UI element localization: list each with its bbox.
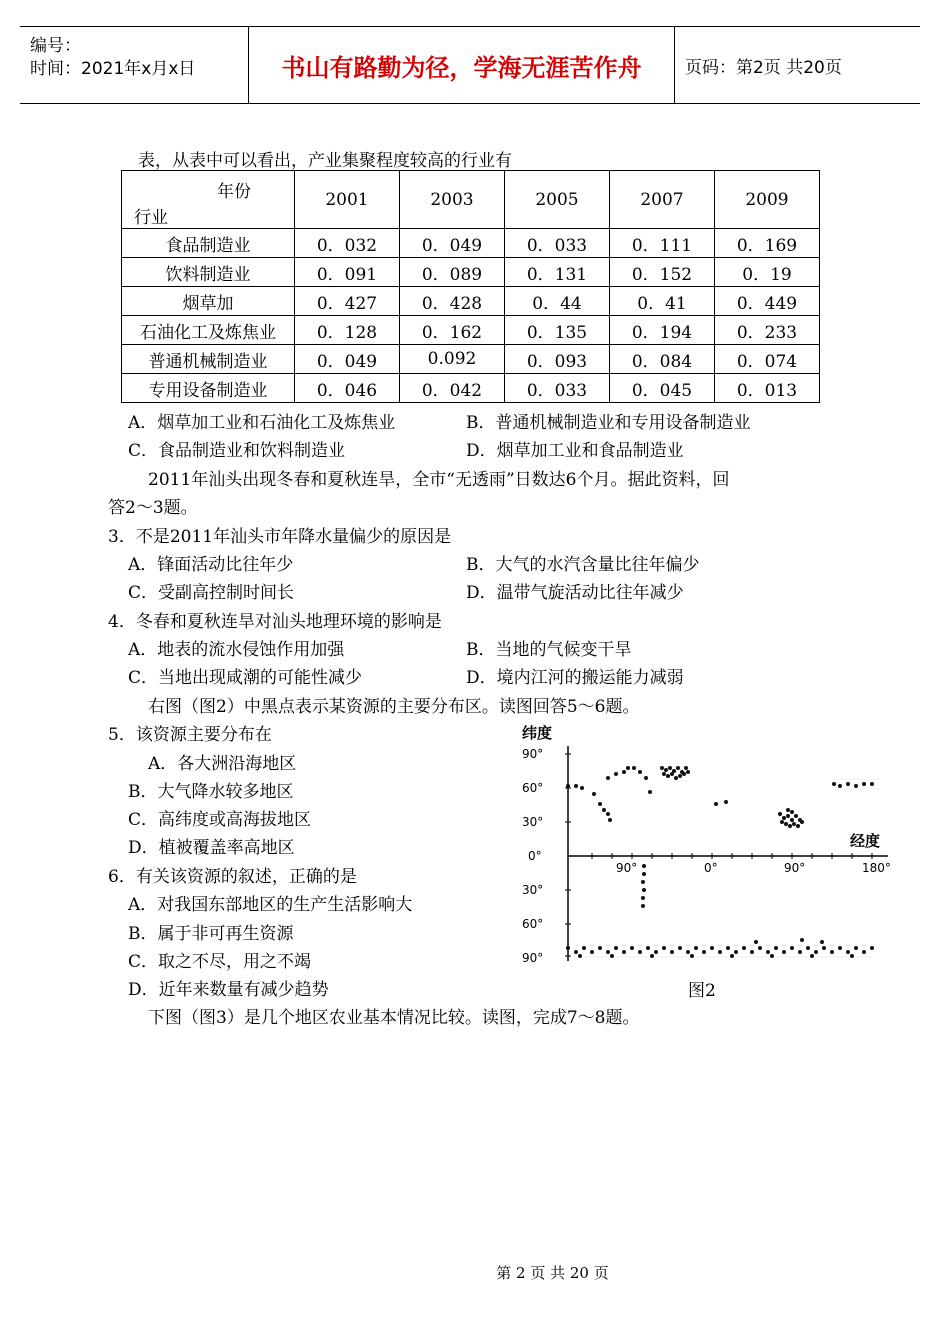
table-cell: 0．091 bbox=[295, 258, 400, 287]
table-row bbox=[122, 316, 820, 345]
q6-option-c: C．取之不尽，用之不竭 bbox=[128, 952, 312, 972]
q3-option-c: C．受副高控制时间长 bbox=[128, 583, 295, 603]
header-industry-label: 行业 bbox=[134, 208, 168, 228]
header-info bbox=[20, 27, 249, 103]
passage-drought-cont: 答2～3题。 bbox=[108, 498, 198, 518]
table-cell: 0．013 bbox=[715, 374, 820, 403]
q5-option-c: C．高纬度或高海拔地区 bbox=[128, 810, 312, 830]
y-tick-label: 0° bbox=[528, 849, 542, 863]
y-tick-label: 60° bbox=[522, 781, 544, 795]
number-label: 编号： bbox=[30, 36, 81, 56]
x-tick-label: 90° bbox=[784, 861, 806, 875]
industry-name: 专用设备制造业 bbox=[122, 374, 295, 403]
table-cell: 0．049 bbox=[295, 345, 400, 374]
q6-option-d: D．近年来数量有减少趋势 bbox=[128, 980, 329, 1000]
q6-option-a: A．对我国东部地区的生产生活影响大 bbox=[128, 895, 413, 915]
table-cell: 0．042 bbox=[400, 374, 505, 403]
table-cell: 0．41 bbox=[610, 287, 715, 316]
y-tick-label: 90° bbox=[522, 951, 544, 965]
table-cell: 0．449 bbox=[715, 287, 820, 316]
q5-option-d: D．植被覆盖率高地区 bbox=[128, 838, 295, 858]
header-year-label: 年份 bbox=[217, 182, 251, 202]
table-row bbox=[122, 229, 820, 258]
q4-option-d: D．境内江河的搬运能力减弱 bbox=[466, 668, 684, 688]
table-intro: 表，从表中可以看出，产业集聚程度较高的行业有 bbox=[138, 151, 512, 171]
q3-option-a: A．锋面活动比往年少 bbox=[128, 555, 294, 575]
table-corner-cell bbox=[122, 171, 295, 229]
table-row bbox=[122, 345, 820, 374]
year-header: 2005 bbox=[505, 171, 610, 229]
table-cell: 0．162 bbox=[400, 316, 505, 345]
q3-option-d: D．温带气旋活动比往年减少 bbox=[466, 583, 684, 603]
q5-option-a: A．各大洲沿海地区 bbox=[148, 754, 297, 774]
table-cell: 0．135 bbox=[505, 316, 610, 345]
table-row bbox=[122, 374, 820, 403]
page-footer bbox=[0, 1262, 950, 1283]
table-header-row bbox=[122, 171, 820, 229]
q5-option-b: B．大气降水较多地区 bbox=[128, 782, 294, 802]
table-cell: 0．44 bbox=[505, 287, 610, 316]
page-header bbox=[20, 26, 920, 104]
x-axis-label: 经度 bbox=[850, 832, 881, 850]
table-cell: 0．033 bbox=[505, 229, 610, 258]
table-cell: 0．046 bbox=[295, 374, 400, 403]
x-tick-label: 0° bbox=[704, 861, 718, 875]
table-cell: 0．169 bbox=[715, 229, 820, 258]
q4-option-b: B．当地的气候变干旱 bbox=[466, 640, 632, 660]
q4-option-a: A．地表的流水侵蚀作用加强 bbox=[128, 640, 345, 660]
q3-stem: 3．不是2011年汕头市年降水量偏少的原因是 bbox=[108, 527, 452, 547]
passage-figure3: 下图（图3）是几个地区农业基本情况比较。读图，完成7～8题。 bbox=[148, 1008, 640, 1028]
table-cell: 0．19 bbox=[715, 258, 820, 287]
q4-option-c: C．当地出现咸潮的可能性减少 bbox=[128, 668, 363, 688]
industry-name: 石油化工及炼焦业 bbox=[122, 316, 295, 345]
table-cell: 0．111 bbox=[610, 229, 715, 258]
table-cell: 0．427 bbox=[295, 287, 400, 316]
time-label: 时间：2021年x月x日 bbox=[30, 59, 196, 79]
footer-page-number: 第 2 页 共 20 页 bbox=[496, 1264, 609, 1282]
year-header: 2003 bbox=[400, 171, 505, 229]
q2-option-b: B．普通机械制造业和专用设备制造业 bbox=[466, 413, 751, 433]
q6-option-b: B．属于非可再生资源 bbox=[128, 924, 294, 944]
figure-2 bbox=[516, 716, 896, 976]
table-cell: 0．233 bbox=[715, 316, 820, 345]
distribution-dots bbox=[566, 766, 874, 958]
industry-name: 饮料制造业 bbox=[122, 258, 295, 287]
q4-stem: 4．冬春和夏秋连旱对汕头地理环境的影响是 bbox=[108, 612, 442, 632]
q6-stem: 6．有关该资源的叙述，正确的是 bbox=[108, 867, 357, 887]
table-cell: 0．084 bbox=[610, 345, 715, 374]
q5-stem: 5．该资源主要分布在 bbox=[108, 725, 272, 745]
table-cell: 0．089 bbox=[400, 258, 505, 287]
table-cell: 0．128 bbox=[295, 316, 400, 345]
x-tick-label: 90° bbox=[616, 861, 638, 875]
q3-option-b: B．大气的水汽含量比往年偏少 bbox=[466, 555, 700, 575]
y-tick-label: 90° bbox=[522, 747, 544, 761]
y-tick-label: 30° bbox=[522, 815, 544, 829]
x-tick-label: 180° bbox=[862, 861, 891, 875]
table-cell: 0．152 bbox=[610, 258, 715, 287]
table-row bbox=[122, 258, 820, 287]
figure-2-graphic bbox=[516, 716, 896, 976]
passage-drought: 2011年汕头出现冬春和夏秋连旱，全市“无透雨”日数达6个月。据此资料，回 bbox=[148, 470, 730, 490]
year-header: 2007 bbox=[610, 171, 715, 229]
year-header: 2009 bbox=[715, 171, 820, 229]
y-tick-label: 30° bbox=[522, 883, 544, 897]
table-cell: 0．131 bbox=[505, 258, 610, 287]
industry-name: 普通机械制造业 bbox=[122, 345, 295, 374]
industry-name: 烟草加 bbox=[122, 287, 295, 316]
table-cell: 0．194 bbox=[610, 316, 715, 345]
table-cell: 0．032 bbox=[295, 229, 400, 258]
table-cell: 0．428 bbox=[400, 287, 505, 316]
q2-option-a: A．烟草加工业和石油化工及炼焦业 bbox=[128, 413, 396, 433]
q2-option-d: D．烟草加工业和食品制造业 bbox=[466, 441, 684, 461]
table-cell: 0．045 bbox=[610, 374, 715, 403]
table-row bbox=[122, 287, 820, 316]
table-cell: 0．074 bbox=[715, 345, 820, 374]
year-header: 2001 bbox=[295, 171, 400, 229]
table-cell: 0.092 bbox=[400, 345, 505, 374]
table-cell: 0．093 bbox=[505, 345, 610, 374]
y-tick-label: 60° bbox=[522, 917, 544, 931]
q2-option-c: C．食品制造业和饮料制造业 bbox=[128, 441, 346, 461]
passage-figure2: 右图（图2）中黑点表示某资源的主要分布区。读图回答5～6题。 bbox=[148, 697, 640, 717]
industry-table bbox=[121, 170, 820, 403]
table-cell: 0．033 bbox=[505, 374, 610, 403]
industry-name: 食品制造业 bbox=[122, 229, 295, 258]
table-cell: 0．049 bbox=[400, 229, 505, 258]
header-page-code: 页码：第2页 共20页 bbox=[685, 57, 842, 78]
header-motto: 书山有路勤为径，学海无涯苦作舟 bbox=[249, 27, 675, 103]
figure-2-caption: 图2 bbox=[688, 981, 716, 1001]
y-axis-label: 纬度 bbox=[522, 724, 553, 742]
